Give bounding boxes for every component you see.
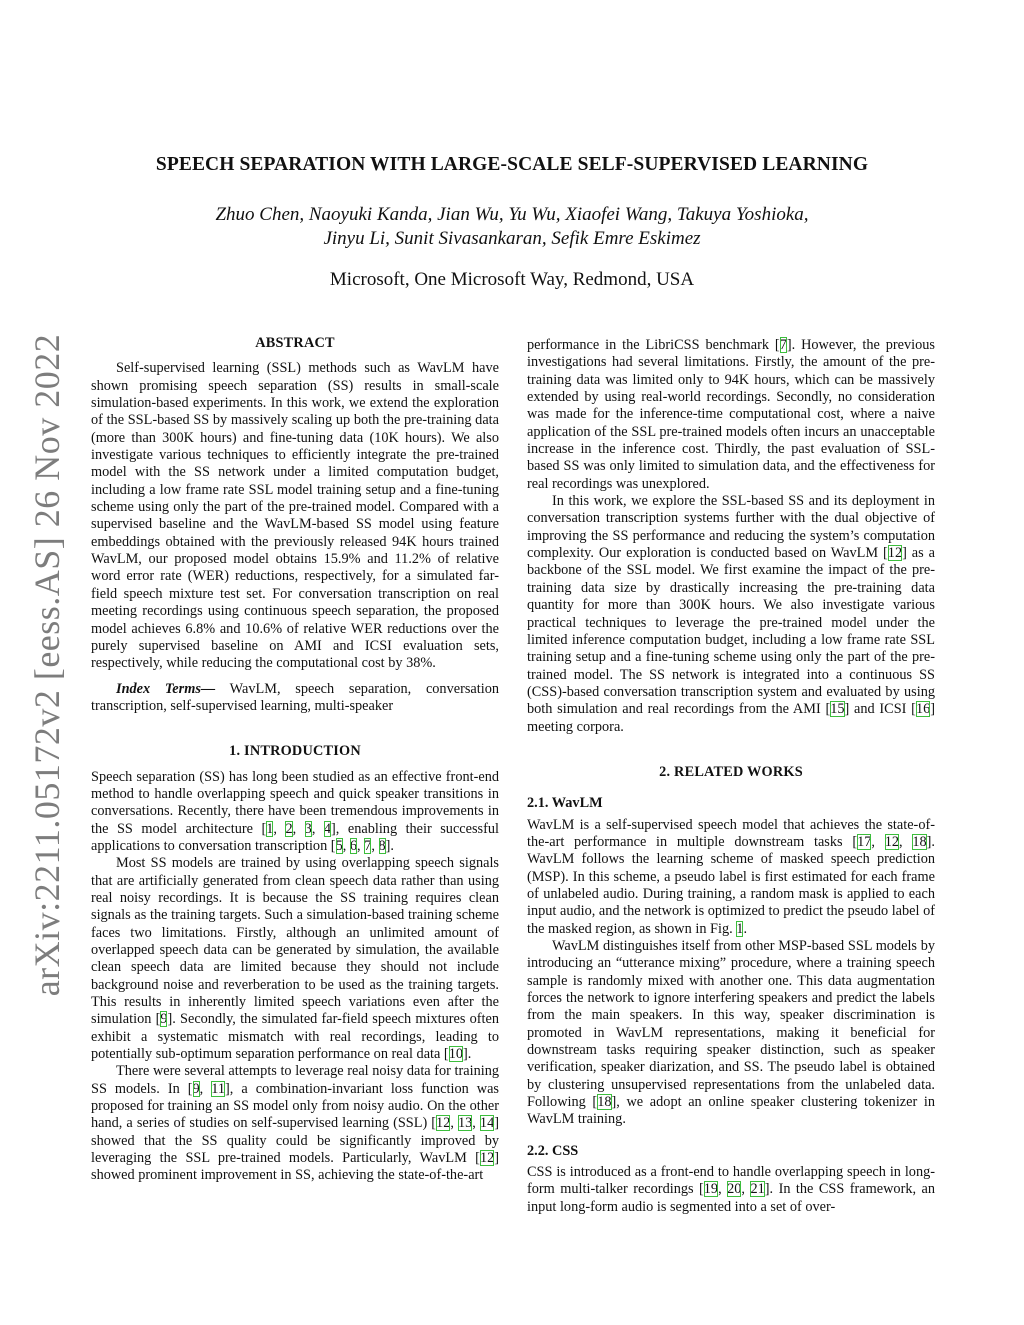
citation-link[interactable]: 3	[304, 820, 312, 837]
intro-paragraph-4: performance in the LibriCSS benchmark [7]. However, the previous investigations had several limitations. Firstly, the amount of the pre-training data was limited only to 94K hours, which can be massively extended by using real-world recordings. Secondly, no consideration was made for the inference-time computational cost, where a naive application of the SSL pre-trained models often incurs an unacceptable increase in the inference cost. Thirdly, the past evaluation of SSL-based SS was only limited to simulation data, and the effectiveness for real recordings was unexplored.	[527, 337, 935, 492]
css-paragraph-1: CSS is introduced as a front-end to handle overlapping speech in long-form multi-talker recordings [19, 20, 21]. In the CSS framework, an input long-form audio is segmented into a set of over-	[527, 1164, 936, 1215]
arxiv-identifier: arXiv:2211.05172v2 [eess.AS] 26 Nov 2022	[27, 333, 67, 997]
index-terms-label: Index Terms—	[116, 680, 216, 697]
intro-paragraph-3: There were several attempts to leverage real noisy data for training SS models. In [9, 11], a combination-invariant loss function was proposed for training an SS model only from noisy audio. On the other hand, a series of studies on self-supervised learning (SSL) [12, 13, 14] showed that the SS quality could be significantly improved by leveraging the SSL pre-trained models. Particularly, WavLM [12] showed prominent improvement in SS, achieving the state-of-the-art	[91, 1063, 499, 1184]
citation-link[interactable]: 13	[457, 1115, 473, 1132]
affiliation: Microsoft, One Microsoft Way, Redmond, USA	[329, 269, 695, 290]
citation-link[interactable]: 2	[285, 820, 293, 837]
citation-link[interactable]: 14	[479, 1115, 495, 1132]
abstract-text: Self-supervised learning (SSL) methods such as WavLM have shown promising speech separation (SS) results in small-scale simulation-based experiments. In this work, we extend the exploration of the SSL-based SS by massively scaling up both the pre-training data (more than 300K hours) and fine-tuning data (10K hours). We also investigate various techniques to efficiently integrate the pre-trained model with the SS network under a limited computation budget, including a low frame rate SSL model training setup and a fine-tuning scheme using only the part of the pre-trained model. Compared with a supervised baseline and the WavLM-based SS model using feature embeddings obtained with the previously released 94K hours trained WavLM, our proposed model obtains 15.9% and 11.2% of relative word error rate (WER) reductions, respectively, for a simulated far-field speech mixture test set. For conversation transcription on real meeting recordings using continuous speech separation, the proposed model achieves 6.8% and 10.6% of relative WER reductions over the purely supervised baseline on AMI and ICSI evaluation sets, respectively, while reducing the computational cost by 38%.	[91, 360, 499, 672]
citation-link[interactable]: 12	[436, 1115, 451, 1132]
citation-link[interactable]: 8	[378, 837, 386, 854]
citation-link[interactable]: 7	[364, 837, 372, 854]
wavlm-paragraph-1: WavLM is a self-supervised speech model that achieves the state-of-the-art performance in multiple downstream tasks [17, 12, 18]. WavLM follows the learning scheme of masked speech prediction (MSP). In this scheme, a pseudo label is first estimated for each frame of unlabeled audio. During training, a random mask is applied to each input audio, and the network is optimized to predict the pseudo label of the masked region, as shown in Fig. 1.	[527, 816, 936, 937]
intro-paragraph-1: Speech separation (SS) has long been studied as an effective front-end method to handle overlapping speech and quick speaker transitions in conversations. Recently, there have been tremendous improvements in the SS model architecture [1, 2, 3, 4], enabling their successful applications to conversation transcription [5, 6, 7, 8].	[91, 768, 499, 854]
authors-line-2: Jinyu Li, Sunit Sivasankaran, Sefik Emre Eskimez	[323, 228, 701, 249]
abstract-heading: ABSTRACT	[255, 335, 335, 351]
citation-link[interactable]: 11	[211, 1080, 226, 1097]
citation-link[interactable]: 18	[597, 1094, 612, 1111]
citation-link[interactable]: 12	[884, 833, 900, 850]
css-subheading: 2.2. CSS	[527, 1142, 579, 1159]
citation-link[interactable]: 16	[915, 701, 931, 718]
right-column	[527, 337, 935, 1216]
figure-link[interactable]: 1	[736, 920, 744, 937]
author-list	[0, 203, 1024, 251]
citation-link[interactable]: 12	[887, 545, 903, 562]
intro-heading: 1. INTRODUCTION	[229, 743, 361, 760]
authors-line-1: Zhuo Chen, Naoyuki Kanda, Jian Wu, Yu Wu, Xiaofei Wang, Takuya Yoshioka,	[215, 204, 809, 225]
citation-link[interactable]: 5	[335, 837, 343, 854]
related-works-heading: 2. RELATED WORKS	[659, 763, 803, 780]
citation-link[interactable]: 12	[479, 1150, 495, 1167]
wavlm-subheading: 2.1. WavLM	[527, 795, 603, 812]
wavlm-paragraph-2: WavLM distinguishes itself from other MSP-based SSL models by introducing an “utterance mixing” procedure, where a training speech sample is randomly mixed with another one. This data augmentation forces the network to ignore interfering speakers and predict the labels from the main speakers. In this way, speaker discrimination is promoted in WavLM representations, making it beneficial for downstream tasks requiring speaker distinction, such as speaker verification, speaker diarization, and SS. The pseudo label is obtained by clustering unsupervised representations from the unlabeled data. Following [18], we adopt an online speaker clustering tokenizer in WavLM training.	[527, 938, 936, 1128]
citation-link[interactable]: 1	[266, 820, 274, 837]
intro-paragraph-2: Most SS models are trained by using overlapping speech signals that are artificially generated from clean speech data rather than using real noisy recordings. It is because the SS training requires clean signals as the training targets. Such a simulation-based training scheme faces two limitations. Firstly, although an unlimited amount of overlapped speech data can be generated by simulation, the available clean speech data are limited because they should not include background noise and reverberation to be used as the training targets. This results in inherently limited speech variations even after the simulation [9]. Secondly, the simulated far-field speech mixtures often exhibit a systematic mismatch with real recordings, leading to potentially sub-optimum separation performance on real data [10].	[91, 855, 499, 1063]
citation-link[interactable]: 21	[750, 1181, 765, 1198]
index-terms	[91, 681, 499, 716]
citation-link[interactable]: 10	[448, 1046, 463, 1063]
citation-link[interactable]: 19	[703, 1181, 719, 1198]
citation-link[interactable]: 15	[830, 701, 845, 718]
citation-link[interactable]: 18	[912, 833, 927, 850]
citation-link[interactable]: 4	[323, 820, 332, 837]
citation-link[interactable]: 9	[192, 1080, 200, 1097]
citation-link[interactable]: 20	[727, 1181, 742, 1198]
citation-link[interactable]: 17	[857, 833, 872, 850]
arxiv-sidebar	[22, 333, 72, 997]
citation-link[interactable]: 7	[779, 337, 787, 353]
index-terms-text: WavLM, speech separation, conversation transcription, self-supervised learning, multi-speaker	[91, 680, 499, 714]
citation-link[interactable]: 6	[349, 837, 358, 854]
intro-paragraph-5: In this work, we explore the SSL-based SS and its deployment in conversation transcription systems further with the dual objective of improving the SS performance and reducing the system’s computation complexity. Our exploration is conducted based on WavLM [12] as a backbone of the SSL model. We first examine the impact of the pre-training data size by drastically increasing the pre-training data quantity for more than 300K hours. We also investigate various practical techniques to leverage the pre-trained model under the limited inference computation budget, including a low frame rate SSL training setup and a fine-tuning scheme using only the part of the pre-trained model. The SS network is integrated into a continuous SS (CSS)-based conversation transcription system and evaluated by using both simulation and real recordings from the AMI [15] and ICSI [16] meeting corpora.	[527, 493, 935, 735]
paper-title: SPEECH SEPARATION WITH LARGE-SCALE SELF-SUPERVISED LEARNING	[155, 154, 869, 175]
left-column	[91, 335, 499, 1185]
citation-link[interactable]: 9	[160, 1011, 168, 1028]
